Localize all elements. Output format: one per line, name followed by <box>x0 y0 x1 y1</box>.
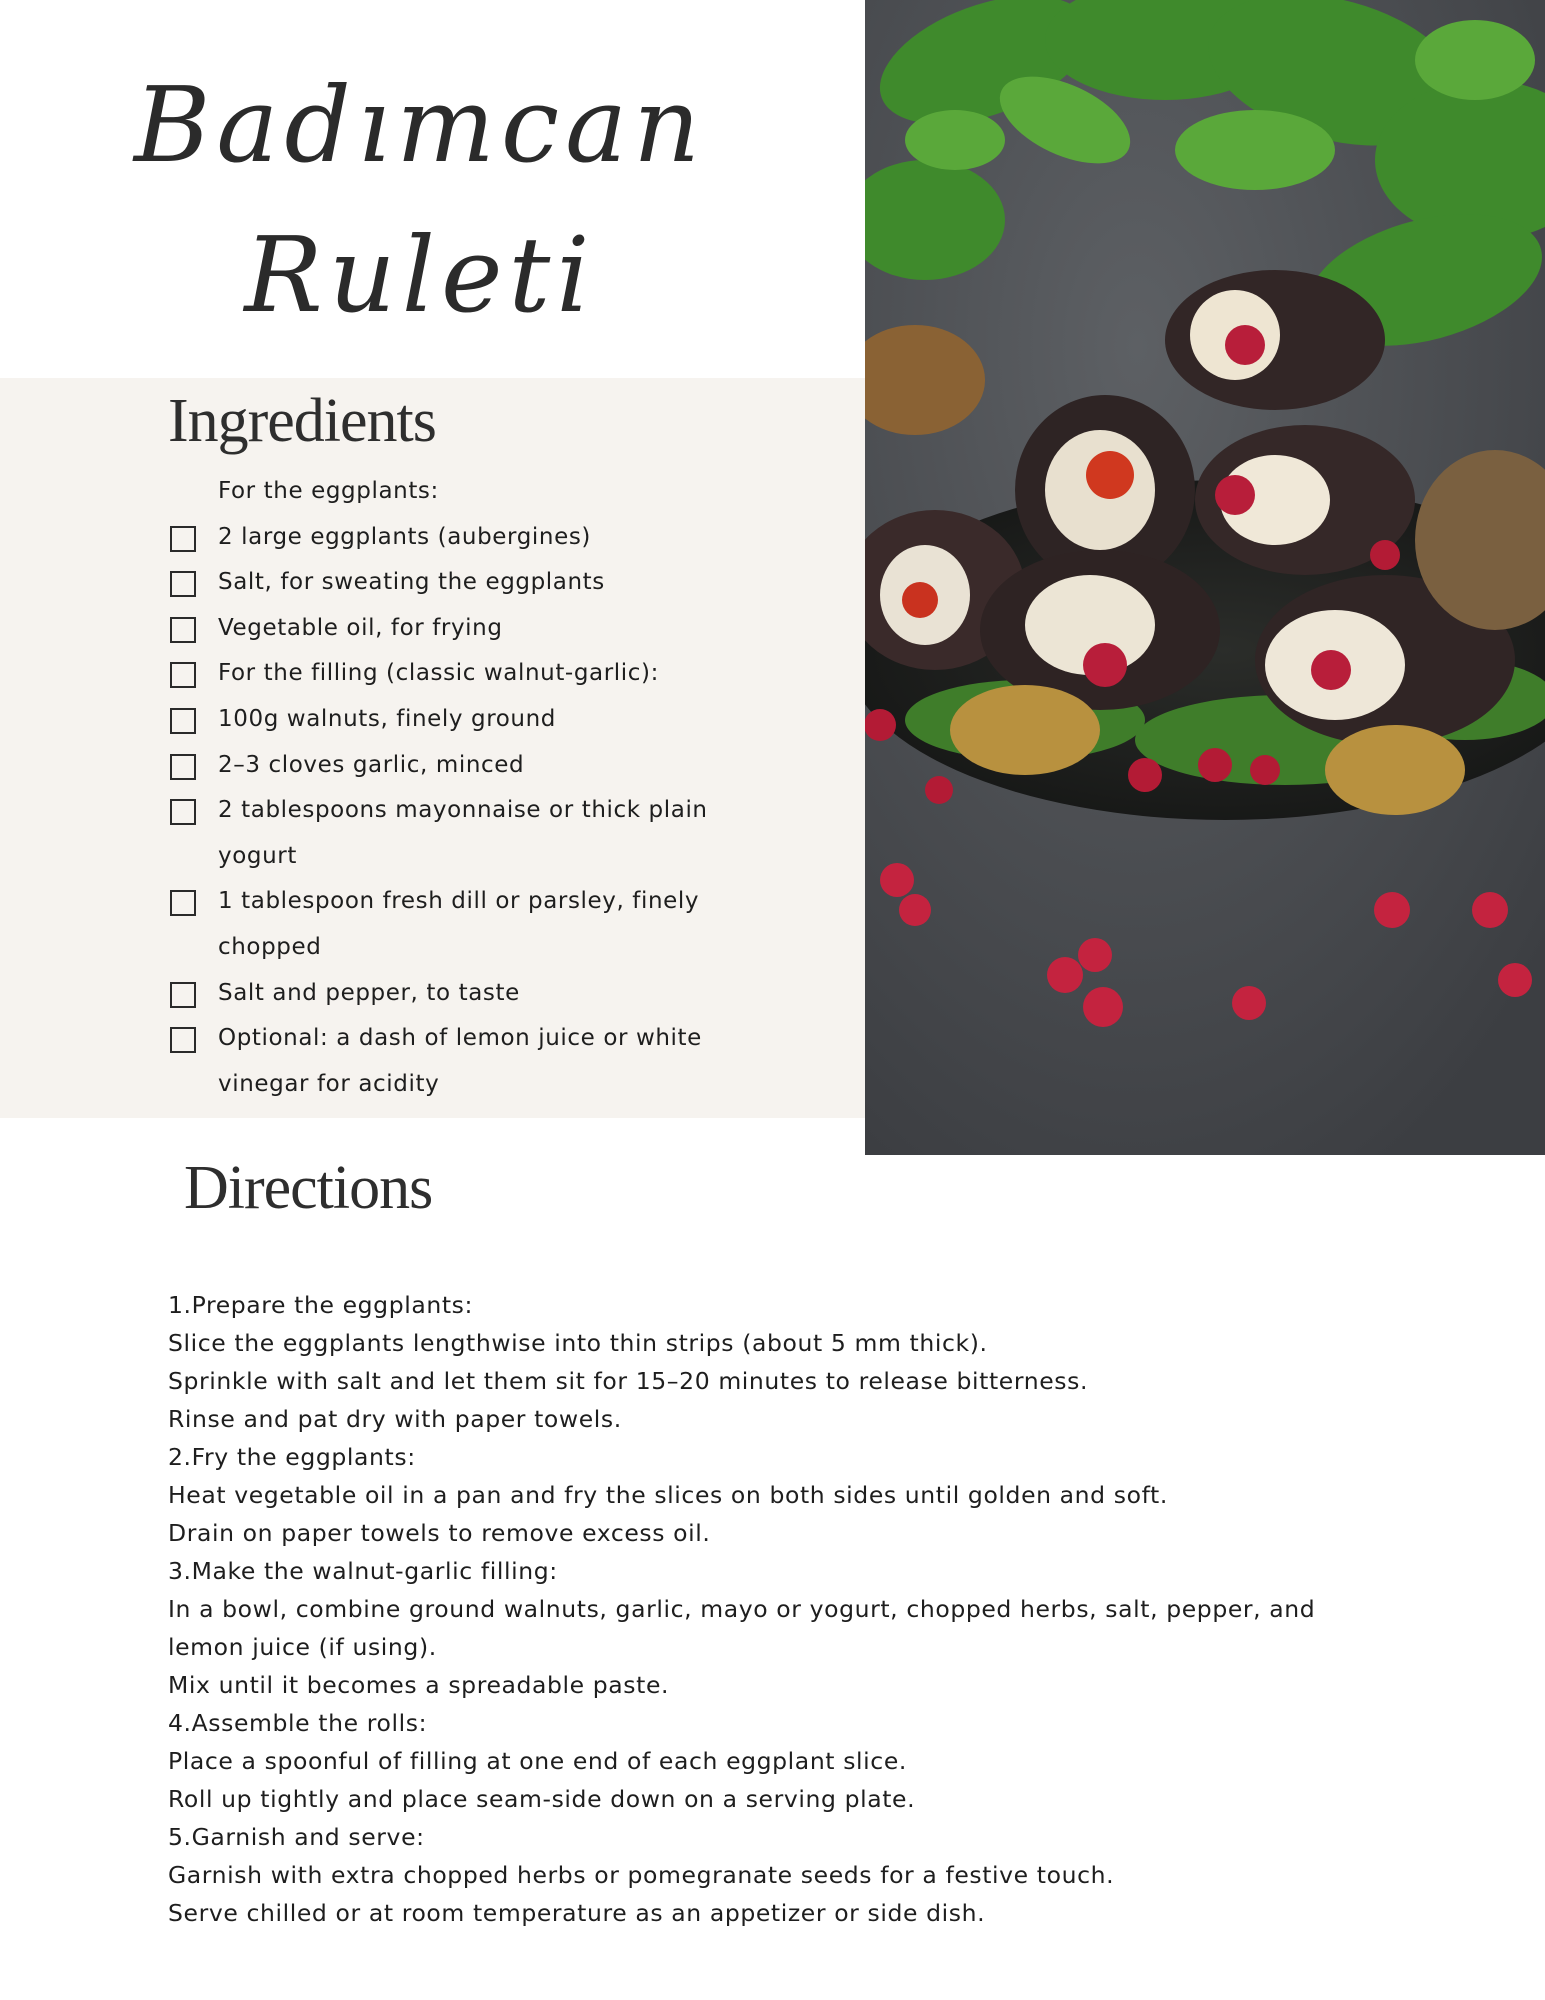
ingredient-item <box>168 606 728 652</box>
direction-line: In a bowl, combine ground walnuts, garlic, mayo or yogurt, chopped herbs, salt, pepper, and lemon juice (if using). <box>168 1595 1316 1661</box>
ingredient-item <box>168 879 728 970</box>
direction-line: Roll up tightly and place seam-side down on a serving plate. <box>168 1785 916 1813</box>
recipe-title-line-1: Badımcan <box>133 64 707 186</box>
ingredient-checkbox[interactable] <box>170 754 196 780</box>
ingredient-text: 100g walnuts, finely ground <box>218 705 556 732</box>
direction-line: Rinse and pat dry with paper towels. <box>168 1405 622 1433</box>
ingredient-text: Salt, for sweating the eggplants <box>218 569 605 596</box>
ingredient-text: Vegetable oil, for frying <box>218 614 503 641</box>
ingredient-checkbox[interactable] <box>170 526 196 552</box>
direction-line: Slice the eggplants lengthwise into thin strips (about 5 mm thick). <box>168 1329 988 1357</box>
ingredient-checkbox[interactable] <box>170 799 196 825</box>
direction-line: Place a spoonful of filling at one end of each eggplant slice. <box>168 1747 907 1775</box>
ingredient-item <box>168 743 728 789</box>
ingredient-checkbox[interactable] <box>170 708 196 734</box>
ingredient-item <box>168 515 728 561</box>
directions-heading: Directions <box>184 1154 433 1222</box>
direction-step-title: 5.Garnish and serve: <box>168 1823 425 1851</box>
direction-line: Drain on paper towels to remove excess oil. <box>168 1519 711 1547</box>
ingredients-heading: Ingredients <box>168 387 436 455</box>
ingredient-checkbox[interactable] <box>170 982 196 1008</box>
direction-step-title: 4.Assemble the rolls: <box>168 1709 428 1737</box>
direction-line: Mix until it becomes a spreadable paste. <box>168 1671 670 1699</box>
direction-line: Garnish with extra chopped herbs or pomegranate seeds for a festive touch. <box>168 1861 1115 1889</box>
direction-line: Serve chilled or at room temperature as an appetizer or side dish. <box>168 1899 986 1927</box>
direction-step-title: 3.Make the walnut-garlic filling: <box>168 1557 558 1585</box>
ingredient-text: 2–3 cloves garlic, minced <box>218 751 525 778</box>
recipe-photo <box>865 0 1545 1155</box>
direction-step-title: 1.Prepare the eggplants: <box>168 1291 474 1319</box>
ingredient-checkbox[interactable] <box>170 1027 196 1053</box>
ingredient-item <box>168 651 728 697</box>
direction-line: Sprinkle with salt and let them sit for 15–20 minutes to release bitterness. <box>168 1367 1089 1395</box>
ingredient-text: Optional: a dash of lemon juice or white vinegar for acidity <box>218 1025 702 1097</box>
ingredient-item <box>168 560 728 606</box>
eggplant-rolls-illustration <box>865 0 1545 1155</box>
ingredient-text: 1 tablespoon fresh dill or parsley, finely chopped <box>218 888 700 960</box>
ingredients-list <box>168 469 728 1107</box>
ingredient-checkbox[interactable] <box>170 571 196 597</box>
ingredient-item <box>168 1016 728 1107</box>
ingredients-subheading-text: For the eggplants: <box>218 478 439 504</box>
direction-step-title: 2.Fry the eggplants: <box>168 1443 416 1471</box>
ingredient-item <box>168 971 728 1017</box>
ingredient-text: For the filling (classic walnut-garlic): <box>218 660 659 687</box>
ingredient-item <box>168 788 728 879</box>
ingredients-subheading <box>168 469 728 515</box>
ingredient-text: 2 large eggplants (aubergines) <box>218 523 591 550</box>
ingredient-checkbox[interactable] <box>170 662 196 688</box>
directions-body <box>168 1286 1398 1932</box>
ingredient-checkbox[interactable] <box>170 617 196 643</box>
ingredient-item <box>168 697 728 743</box>
recipe-title-line-2: Ruleti <box>244 214 596 336</box>
ingredient-text: 2 tablespoons mayonnaise or thick plain yogurt <box>218 797 708 869</box>
direction-line: Heat vegetable oil in a pan and fry the slices on both sides until golden and soft. <box>168 1481 1168 1509</box>
ingredient-checkbox[interactable] <box>170 890 196 916</box>
recipe-title <box>0 50 840 350</box>
ingredient-text: Salt and pepper, to taste <box>218 979 520 1006</box>
